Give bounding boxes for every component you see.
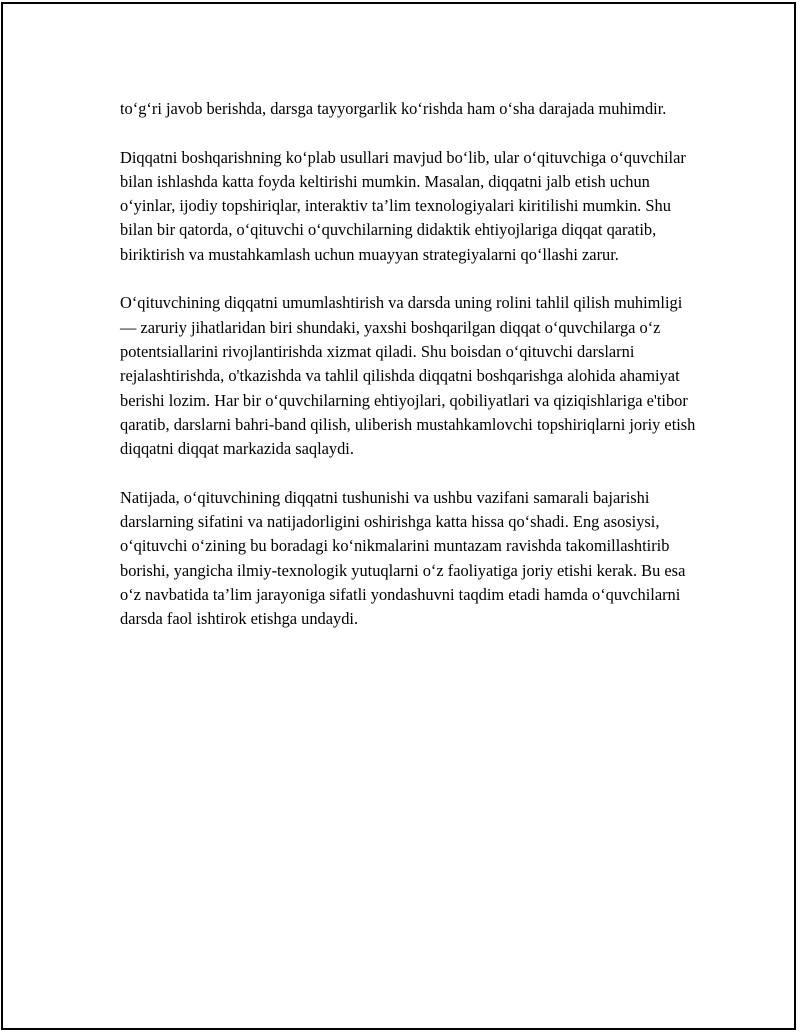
paragraph-3: O‘qituvchining diqqatni umumlashtirish va darsda uning rolini tahlil qilish muhimligi — zaruriy jihatlaridan biri shundaki, yaxshi boshqarilgan diqqat o‘quvchilarga o‘z potentsiallarini rivojlantirishda xizmat qiladi. Shu boisdan o‘qituvchi darslarni rejalashtirishda, o'tkazishda va tahlil qilishda diqqatni boshqarishga alohida ahamiyat berishi lozim. Har bir o‘quvchilarning ehtiyojlari, qobiliyatlari va qiziqishlariga e'tibor qaratib, darslarni bahri-band qilish, uliberish mustahkamlovchi topshiriqlarni joriy etish diqqatni diqqat markazida saqlaydi. <box>120 293 696 459</box>
paragraph-2: Diqqatni boshqarishning ko‘plab usullari mavjud bo‘lib, ular o‘qituvchiga o‘quvchilar bilan ishlashda katta foyda keltirishi mumkin. Masalan, diqqatni jalb etish uchun o‘yinlar, ijodiy topshiriqlar, interaktiv ta’lim texnologiyalari kiritilishi mumkin. Shu bilan bir qatorda, o‘qituvchi o‘quvchilarning didaktik ehtiyojlariga diqqat qaratib, biriktirish va mustahkamlash uchun muayyan strategiyalarni qo‘llashi zarur. <box>120 147 686 264</box>
paragraph-1: to‘g‘ri javob berishda, darsga tayyorgarlik ko‘rishda ham o‘sha darajada muhimdir. <box>120 99 667 118</box>
document-body <box>120 97 700 656</box>
page-frame <box>1 2 796 1030</box>
paragraph-4: Natijada, o‘qituvchining diqqatni tushunishi va ushbu vazifani samarali bajarishi darslarning sifatini va natijadorligini oshirishga katta hissa qo‘shadi. Eng asosiysi, o‘qituvchi o‘zining bu boradagi ko‘nikmalarini muntazam ravishda takomillashtirib borishi, yangicha ilmiy-texnologik yutuqlarni o‘z faoliyatiga joriy etishi kerak. Bu esa o‘z navbatida ta’lim jarayoniga sifatli yondashuvni taqdim etadi hamda o‘quvchilarni darsda faol ishtirok etishga undaydi. <box>120 487 686 629</box>
